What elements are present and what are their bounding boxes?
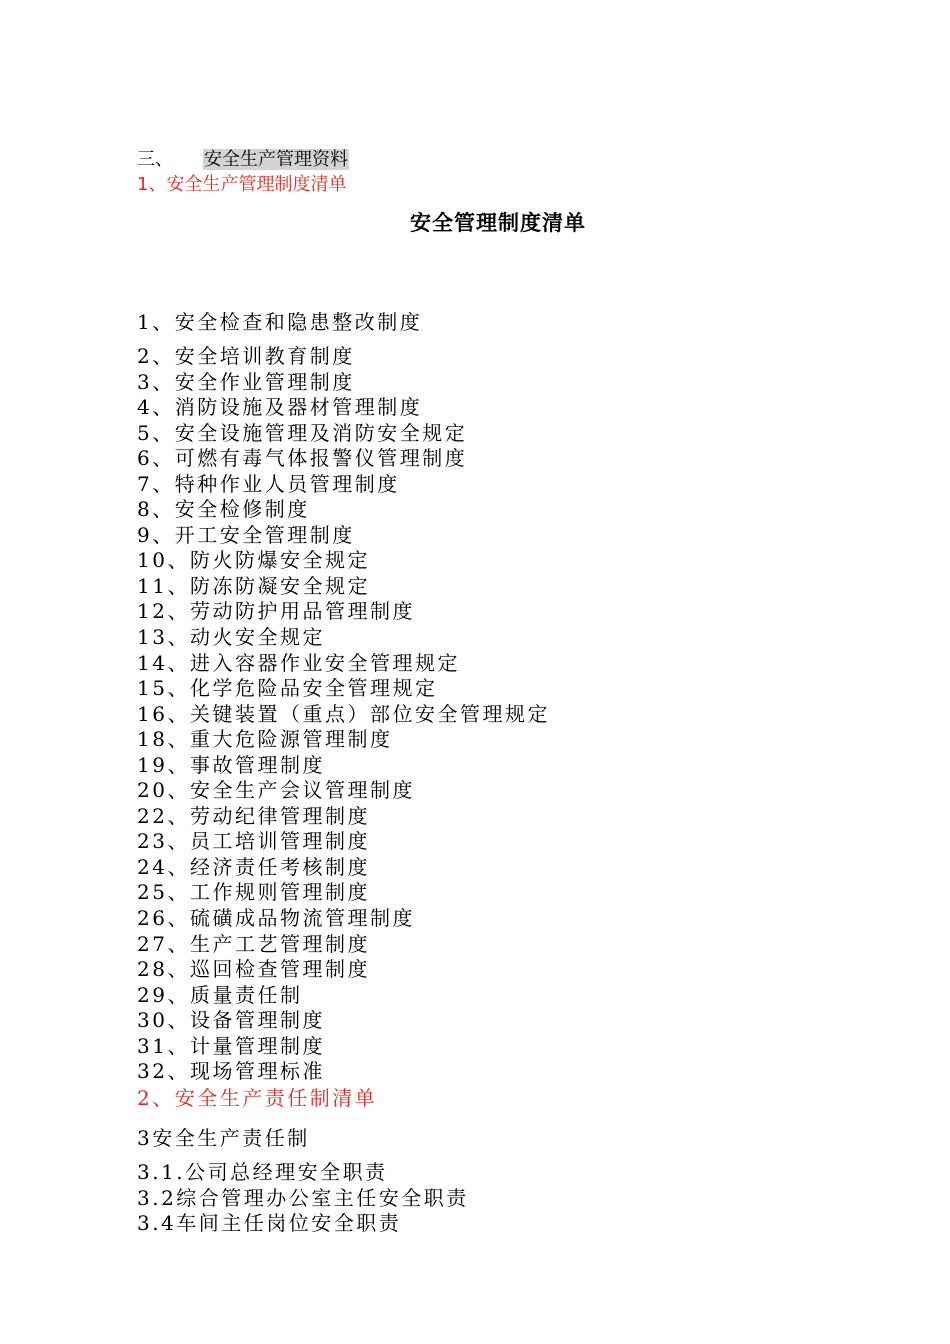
list-item: 19、事故管理制度 — [137, 752, 325, 777]
list-item: 27、生产工艺管理制度 — [137, 931, 370, 956]
list-item: 22、劳动纪律管理制度 — [137, 803, 370, 828]
list-item: 9、开工安全管理制度 — [137, 522, 355, 547]
list-item: 16、关键装置（重点）部位安全管理规定 — [137, 701, 550, 726]
list-item: 12、劳动防护用品管理制度 — [137, 599, 415, 624]
list-item: 6、可燃有毒气体报警仪管理制度 — [137, 446, 468, 471]
list-item: 29、质量责任制 — [137, 982, 303, 1007]
list-item: 10、防火防爆安全规定 — [137, 548, 370, 573]
list-item: 32、现场管理标准 — [137, 1059, 325, 1084]
section-3-title: 3安全生产责任制 — [137, 1126, 310, 1150]
list-item: 3.2综合管理办公室主任安全职责 — [137, 1185, 469, 1210]
list-item: 25、工作规则管理制度 — [137, 880, 370, 905]
subsection-1-number: 1 — [137, 174, 149, 195]
list-item: 4、消防设施及器材管理制度 — [137, 395, 423, 420]
list-item: 24、经济责任考核制度 — [137, 854, 370, 879]
list-item: 3、安全作业管理制度 — [137, 369, 355, 394]
list-item: 28、巡回检查管理制度 — [137, 957, 370, 982]
list-item: 3.1.公司总经理安全职责 — [137, 1160, 388, 1184]
list-item: 30、设备管理制度 — [137, 1008, 325, 1033]
list-item: 8、安全检修制度 — [137, 497, 310, 522]
subsection-2-heading: 2、安全生产责任制清单 — [137, 1086, 378, 1110]
list-item: 26、硫磺成品物流管理制度 — [137, 906, 415, 931]
section-title: 安全生产管理资料 — [204, 149, 348, 170]
document-title: 安全管理制度清单 — [410, 211, 586, 235]
list-item: 7、特种作业人员管理制度 — [137, 471, 400, 496]
list-item: 2、安全培训教育制度 — [137, 344, 355, 368]
section-heading — [137, 148, 349, 172]
list-item: 11、防冻防凝安全规定 — [137, 573, 370, 598]
list-item: 18、重大危险源管理制度 — [137, 727, 393, 752]
subsection-1-heading — [137, 173, 346, 197]
list-item-first: 1、安全检查和隐患整改制度 — [137, 310, 423, 334]
list-item: 13、动火安全规定 — [137, 625, 325, 650]
list-item: 5、安全设施管理及消防安全规定 — [137, 420, 468, 445]
regulation-list — [137, 344, 550, 1085]
list-item: 3.4车间主任岗位安全职责 — [137, 1211, 402, 1235]
subsection-1-text: 、安全生产管理制度清单 — [148, 174, 347, 195]
list-item: 23、员工培训管理制度 — [137, 829, 370, 854]
list-item: 14、进入容器作业安全管理规定 — [137, 650, 460, 675]
list-item: 31、计量管理制度 — [137, 1033, 325, 1058]
section-number: 三、 — [137, 149, 173, 170]
section-3-list — [137, 1160, 469, 1237]
list-item: 15、化学危险品安全管理规定 — [137, 676, 438, 701]
list-item: 20、安全生产会议管理制度 — [137, 778, 415, 803]
